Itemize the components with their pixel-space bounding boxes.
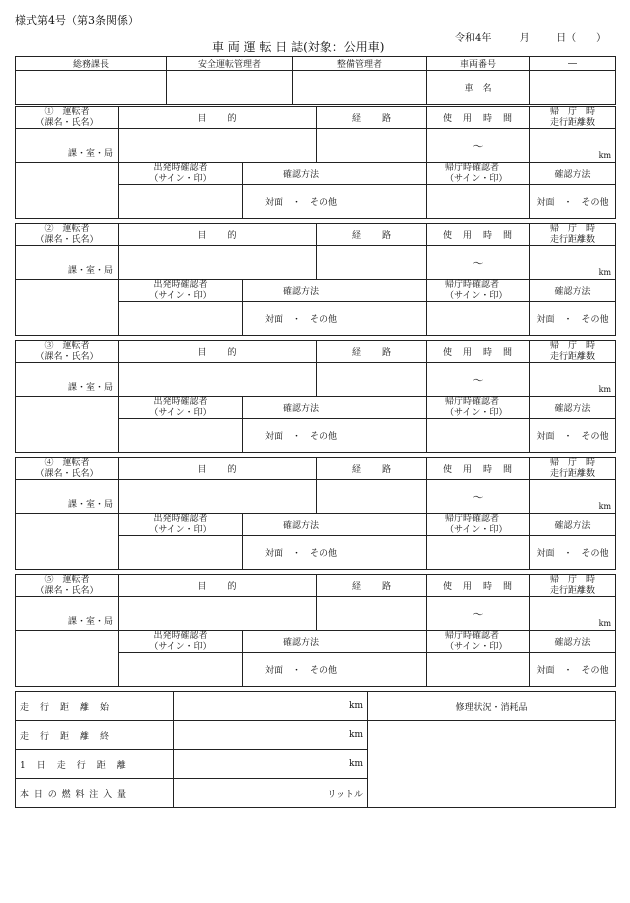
return-bottom-label: 走行距離数: [550, 117, 596, 128]
return-distance-header: [530, 458, 616, 480]
return-top-label: 帰 庁 時: [550, 224, 596, 235]
ret-checker-bottom: （サイン・印）: [445, 173, 508, 184]
departure-method-header: 確認方法: [243, 280, 427, 302]
blank-cell: [16, 514, 119, 570]
km-unit: km: [598, 502, 612, 511]
entry-number: ①: [44, 107, 54, 118]
dep-checker-bottom: （サイン・印）: [149, 290, 212, 301]
ret-checker-top: 帰庁時確認者: [445, 280, 500, 291]
driver-field[interactable]: [16, 246, 119, 280]
ret-checker-bottom: （サイン・印）: [445, 407, 508, 418]
departure-checker-sign[interactable]: [119, 419, 243, 453]
departure-checker-header: [119, 631, 243, 653]
ret-checker-bottom: （サイン・印）: [445, 641, 508, 652]
dept-label: 課・室・局: [67, 149, 113, 159]
return-checker-header: [427, 397, 530, 419]
ret-checker-top: 帰庁時確認者: [445, 397, 500, 408]
purpose-header: 目 的: [119, 575, 317, 597]
driver-label: [16, 458, 119, 480]
return-top-label: 帰 庁 時: [550, 341, 596, 352]
maintenance-manager-header: 整備管理者: [293, 57, 427, 71]
return-bottom-label: 走行距離数: [550, 468, 596, 479]
departure-checker-header: [119, 163, 243, 185]
return-top-label: 帰 庁 時: [550, 575, 596, 586]
route-header: 経 路: [317, 107, 427, 129]
driver-field[interactable]: [16, 597, 119, 631]
summary-unit: km: [349, 759, 363, 769]
return-checker-sign[interactable]: [427, 536, 530, 570]
driver-field[interactable]: [16, 480, 119, 514]
ret-checker-bottom: （サイン・印）: [445, 524, 508, 535]
route-field[interactable]: [317, 363, 427, 397]
departure-method-header: 確認方法: [243, 163, 427, 185]
driver-label: [16, 575, 119, 597]
purpose-field[interactable]: [119, 363, 317, 397]
return-bottom-label: 走行距離数: [550, 234, 596, 245]
time-separator: ～: [472, 607, 484, 621]
return-checker-sign[interactable]: [427, 653, 530, 687]
dep-checker-top: 出発時確認者: [153, 514, 208, 525]
driver-entry: [15, 223, 616, 336]
dep-checker-bottom: （サイン・印）: [149, 524, 212, 535]
route-field[interactable]: [317, 480, 427, 514]
summary-table: [15, 691, 616, 808]
dept-label: 課・室・局: [67, 266, 113, 276]
usage-time-field[interactable]: [427, 246, 530, 280]
return-checker-header: [427, 631, 530, 653]
purpose-header: 目 的: [119, 107, 317, 129]
km-unit: km: [598, 151, 612, 160]
summary-label: 本 日 の 燃 料 注 入 量: [16, 779, 174, 808]
departure-method-options[interactable]: 対面 ・ その他: [243, 419, 427, 453]
summary-label: 走 行 距 離 終: [16, 721, 174, 750]
purpose-header: 目 的: [119, 458, 317, 480]
entry-number: ②: [44, 224, 54, 235]
summary-unit: リットル: [327, 789, 363, 800]
driver-label-text: 運転者: [62, 458, 90, 469]
summary-value[interactable]: [174, 750, 368, 779]
vehicle-name-label: 車 名: [427, 71, 530, 105]
driver-sub-label: （課名・氏名）: [35, 468, 99, 479]
km-unit: km: [598, 619, 612, 628]
usage-time-field[interactable]: [427, 129, 530, 163]
return-method-header: 確認方法: [530, 280, 616, 302]
entry-number: ④: [44, 458, 54, 469]
route-field[interactable]: [317, 246, 427, 280]
date-day: 日（ ）: [556, 33, 607, 44]
repair-header: 修理状況・消耗品: [368, 692, 616, 721]
driver-sub-label: （課名・氏名）: [35, 117, 99, 128]
return-distance-header: [530, 224, 616, 246]
return-method-header: 確認方法: [530, 397, 616, 419]
blank-cell: [16, 280, 119, 336]
driver-label-text: 運転者: [62, 341, 90, 352]
driver-label: [16, 107, 119, 129]
return-distance-field[interactable]: [530, 129, 616, 163]
usage-time-header: 使 用 時 間: [427, 107, 530, 129]
departure-method-options[interactable]: 対面 ・ その他: [243, 302, 427, 336]
route-header: 経 路: [317, 224, 427, 246]
route-field[interactable]: [317, 129, 427, 163]
departure-checker-sign[interactable]: [119, 653, 243, 687]
driver-label-text: 運転者: [62, 224, 90, 235]
departure-method-options[interactable]: 対面 ・ その他: [243, 536, 427, 570]
return-method-header: 確認方法: [530, 163, 616, 185]
driver-label: [16, 224, 119, 246]
return-method-header: 確認方法: [530, 514, 616, 536]
dept-label: 課・室・局: [67, 617, 113, 627]
driver-entry: [15, 106, 616, 219]
dep-checker-bottom: （サイン・印）: [149, 407, 212, 418]
usage-time-field[interactable]: [427, 480, 530, 514]
date-month: 月: [519, 33, 530, 44]
driver-label-text: 運転者: [62, 575, 90, 586]
usage-time-field[interactable]: [427, 597, 530, 631]
return-bottom-label: 走行距離数: [550, 585, 596, 596]
summary-unit: km: [349, 730, 363, 740]
usage-time-header: 使 用 時 間: [427, 224, 530, 246]
summary-value[interactable]: [174, 779, 368, 808]
vehicle-number-header: 車両番号: [427, 57, 530, 71]
entry-number: ⑤: [44, 575, 54, 586]
return-method-options[interactable]: 対面 ・ その他: [530, 536, 616, 570]
route-header: 経 路: [317, 341, 427, 363]
usage-time-header: 使 用 時 間: [427, 341, 530, 363]
return-method-options[interactable]: 対面 ・ その他: [530, 185, 616, 219]
summary-unit: km: [349, 701, 363, 711]
dept-label: 課・室・局: [67, 383, 113, 393]
summary-value[interactable]: [174, 721, 368, 750]
driver-entry: [15, 574, 616, 687]
purpose-header: 目 的: [119, 341, 317, 363]
date-line: [455, 29, 606, 44]
departure-checker-header: [119, 514, 243, 536]
general-manager-seal[interactable]: [16, 71, 167, 105]
return-distance-field[interactable]: [530, 480, 616, 514]
departure-checker-sign[interactable]: [119, 185, 243, 219]
departure-method-header: 確認方法: [243, 397, 427, 419]
dep-checker-top: 出発時確認者: [153, 163, 208, 174]
ret-checker-top: 帰庁時確認者: [445, 631, 500, 642]
departure-checker-sign[interactable]: [119, 302, 243, 336]
usage-time-field[interactable]: [427, 363, 530, 397]
driver-field[interactable]: [16, 129, 119, 163]
return-distance-header: [530, 575, 616, 597]
return-distance-field[interactable]: [530, 246, 616, 280]
time-separator: ～: [472, 490, 484, 504]
ret-checker-top: 帰庁時確認者: [445, 514, 500, 525]
purpose-field[interactable]: [119, 246, 317, 280]
return-distance-header: [530, 107, 616, 129]
return-checker-sign[interactable]: [427, 302, 530, 336]
dash-cell: ―: [530, 57, 616, 71]
vehicle-name-field[interactable]: [530, 71, 616, 105]
departure-method-header: 確認方法: [243, 514, 427, 536]
blank-cell: [16, 631, 119, 687]
summary-label: 1 日 走 行 距 離: [16, 750, 174, 779]
return-checker-header: [427, 514, 530, 536]
ret-checker-top: 帰庁時確認者: [445, 163, 500, 174]
summary-label: 走 行 距 離 始: [16, 692, 174, 721]
driver-entry: [15, 340, 616, 453]
driver-label-text: 運転者: [62, 107, 90, 118]
departure-method-header: 確認方法: [243, 631, 427, 653]
route-header: 経 路: [317, 575, 427, 597]
return-checker-sign[interactable]: [427, 185, 530, 219]
driver-sub-label: （課名・氏名）: [35, 585, 99, 596]
safety-manager-seal[interactable]: [167, 71, 293, 105]
repair-field[interactable]: [368, 721, 616, 808]
dep-checker-top: 出発時確認者: [153, 397, 208, 408]
driver-field[interactable]: [16, 363, 119, 397]
return-bottom-label: 走行距離数: [550, 351, 596, 362]
purpose-field[interactable]: [119, 480, 317, 514]
purpose-field[interactable]: [119, 129, 317, 163]
blank-cell: [16, 397, 119, 453]
departure-checker-sign[interactable]: [119, 536, 243, 570]
return-method-options[interactable]: 対面 ・ その他: [530, 653, 616, 687]
return-top-label: 帰 庁 時: [550, 458, 596, 469]
time-separator: ～: [472, 139, 484, 153]
return-distance-field[interactable]: [530, 597, 616, 631]
dep-checker-bottom: （サイン・印）: [149, 641, 212, 652]
return-method-header: 確認方法: [530, 631, 616, 653]
route-field[interactable]: [317, 597, 427, 631]
approval-table: [15, 56, 616, 105]
return-top-label: 帰 庁 時: [550, 107, 596, 118]
driver-sub-label: （課名・氏名）: [35, 351, 99, 362]
general-manager-header: 総務課長: [16, 57, 167, 71]
dept-label: 課・室・局: [67, 500, 113, 510]
dep-checker-bottom: （サイン・印）: [149, 173, 212, 184]
entry-number: ③: [44, 341, 54, 352]
date-era-year: 令和4年: [455, 33, 492, 44]
return-method-options[interactable]: 対面 ・ その他: [530, 419, 616, 453]
return-distance-field[interactable]: [530, 363, 616, 397]
blank-cell: [16, 163, 119, 219]
time-separator: ～: [472, 373, 484, 387]
departure-checker-header: [119, 280, 243, 302]
purpose-field[interactable]: [119, 597, 317, 631]
departure-checker-header: [119, 397, 243, 419]
summary-value[interactable]: [174, 692, 368, 721]
return-method-options[interactable]: 対面 ・ その他: [530, 302, 616, 336]
return-distance-header: [530, 341, 616, 363]
safety-manager-header: 安全運転管理者: [167, 57, 293, 71]
form-id: 様式第4号（第3条関係）: [15, 14, 139, 27]
driver-entry: [15, 457, 616, 570]
usage-time-header: 使 用 時 間: [427, 458, 530, 480]
return-checker-header: [427, 280, 530, 302]
return-checker-sign[interactable]: [427, 419, 530, 453]
driver-label: [16, 341, 119, 363]
return-checker-header: [427, 163, 530, 185]
departure-method-options[interactable]: 対面 ・ その他: [243, 185, 427, 219]
km-unit: km: [598, 268, 612, 277]
departure-method-options[interactable]: 対面 ・ その他: [243, 653, 427, 687]
purpose-header: 目 的: [119, 224, 317, 246]
driver-sub-label: （課名・氏名）: [35, 234, 99, 245]
km-unit: km: [598, 385, 612, 394]
usage-time-header: 使 用 時 間: [427, 575, 530, 597]
dep-checker-top: 出発時確認者: [153, 280, 208, 291]
ret-checker-bottom: （サイン・印）: [445, 290, 508, 301]
route-header: 経 路: [317, 458, 427, 480]
maintenance-manager-seal[interactable]: [293, 71, 427, 105]
dep-checker-top: 出発時確認者: [153, 631, 208, 642]
time-separator: ～: [472, 256, 484, 270]
page-title: 車 両 運 転 日 誌(対象：公用車): [212, 40, 385, 54]
